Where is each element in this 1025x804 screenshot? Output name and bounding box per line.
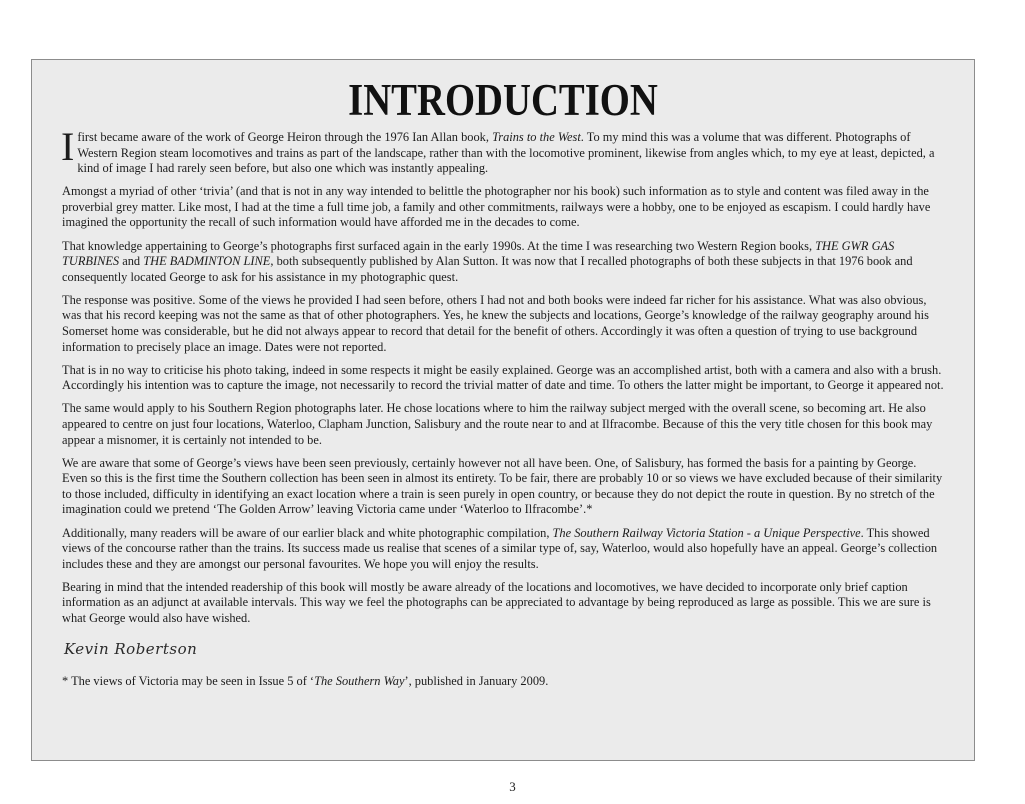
paragraph-3-text-a: That knowledge appertaining to George’s photographs first surfaced again in the early 1990s. At the time I was researching two Western Region books,	[62, 238, 816, 253]
paragraph-3-text-c: , both subsequently published by Alan Sutton. It was now that I recalled photographs of both these subjects in that 1976 book and consequently located George to ask for his assistance in my photographic quest.	[62, 254, 913, 284]
paragraph-3	[62, 239, 944, 286]
drop-cap: I	[61, 124, 75, 169]
page-number: 3	[509, 779, 516, 794]
book-title-trains-to-the-west: Trains to the West	[492, 130, 581, 144]
book-title-gwr-gas-turbines: THE GWR GAS TURBINES	[62, 238, 895, 269]
paragraph-8-text-b: . This showed views of the concourse rather than the trains. Its success made us realise that scenes of a similar type of, say, Waterloo, would also hopefully have an appeal. George’s collection includes these and they are amongst our personal favourites. We hope you will enjoy the results.	[62, 525, 938, 571]
author-signature: Kevin Robertson	[64, 639, 198, 658]
paragraph-8	[62, 526, 944, 573]
paragraph-1	[61, 124, 944, 177]
book-title-victoria-station: The Southern Railway Victoria Station - a Unique Perspective	[552, 525, 861, 540]
paragraph-2: Amongst a myriad of other ‘trivia’ (and that is not in any way intended to belittle the photographer nor his book) such information as to style and content was filed away in the proverbial grey matter. Like most, I had at the time a full time job, a family and other commitments, railways were a hobby, one to be enjoyed as escapism. I could hardly have imagined the opportunity the recall of such information would have afforded me in the decades to come.	[62, 184, 931, 230]
paragraph-4: The response was positive. Some of the views he provided I had seen before, others I had not and both books were indeed far richer for his assistance. What was also obvious, was that his record keeping was not the same as that of other photographers. Yes, he knew the subjects and locations, George’s knowledge of the railway geography around his Somerset home was considerable, but he did not always appear to record that detail for the benefit of others. Accordingly it was often a question of trying to use background information to precisely place an image. Dates were not reported.	[62, 292, 929, 354]
footnote-text-a: * The views of Victoria may be seen in Issue 5 of ‘	[62, 673, 315, 688]
page-title: INTRODUCTION	[348, 75, 658, 125]
paragraph-1-text-a: first became aware of the work of George Heiron through the 1976 Ian Allan book,	[77, 130, 493, 144]
paragraph-1-text-b: . To my mind this was a volume that was different. Photographs of Western Region steam locomotives and trains as part of the landscape, rather than with the locomotive prominent, likewise from angles which, to my eye at least, depicted, a kind of image I had rarely seen before, but also one which was instantly appealing.	[77, 130, 935, 176]
footnote	[62, 674, 944, 690]
paragraph-8-text-a: Additionally, many readers will be aware of our earlier black and white photographic compilation,	[62, 525, 553, 540]
paragraph-9: Bearing in mind that the intended readership of this book will mostly be aware already of the locations and locomotives, we have decided to incorporate only brief caption information as an adjunct at available intervals. This way we feel the photographs can be appreciated to advantage by being reproduced as large as possible. This we are sure is what George would also have wished.	[62, 579, 931, 626]
paragraph-7: We are aware that some of George’s views have been seen previously, certainly however not all have been. One, of Salisbury, has formed the basis for a painting by George. Even so this is the first time the Southern collection has been seen in almost its entirety. To be fair, there are probably 10 or so views we have excluded because of their similarity to those included, difficulty in identifying an exact location where a train is seen purely in open country, or because they do not depict the route in question. By no stretch of the imagination could we pretend ‘The Golden Arrow’ leaving Victoria came under ‘Waterloo to Ilfracombe’.*	[62, 455, 943, 517]
footnote-text-b: ’, published in January 2009.	[404, 673, 549, 688]
book-title-badminton-line: THE BADMINTON LINE	[143, 254, 271, 269]
introduction-panel	[31, 59, 975, 761]
publication-title-southern-way: The Southern Way	[314, 673, 405, 688]
paragraph-5: That is in no way to criticise his photo taking, indeed in some respects it might be easily explained. George was an accomplished artist, both with a camera and also with a brush. Accordingly his intention was to capture the image, not necessarily to record the trivial matter of date and time. To others the latter might be important, to George it appeared not.	[62, 362, 944, 393]
paragraph-6: The same would apply to his Southern Region photographs later. He chose locations where to him the railway subject merged with the overall scene, so becoming art. He also appeared to centre on just four locations, Waterloo, Clapham Junction, Salisbury and the route near to and at Ilfracombe. Because of this the very title chosen for this book may appear a misnomer, it is certainly not intended to be.	[62, 401, 933, 447]
paragraph-3-text-b: and	[119, 254, 144, 269]
